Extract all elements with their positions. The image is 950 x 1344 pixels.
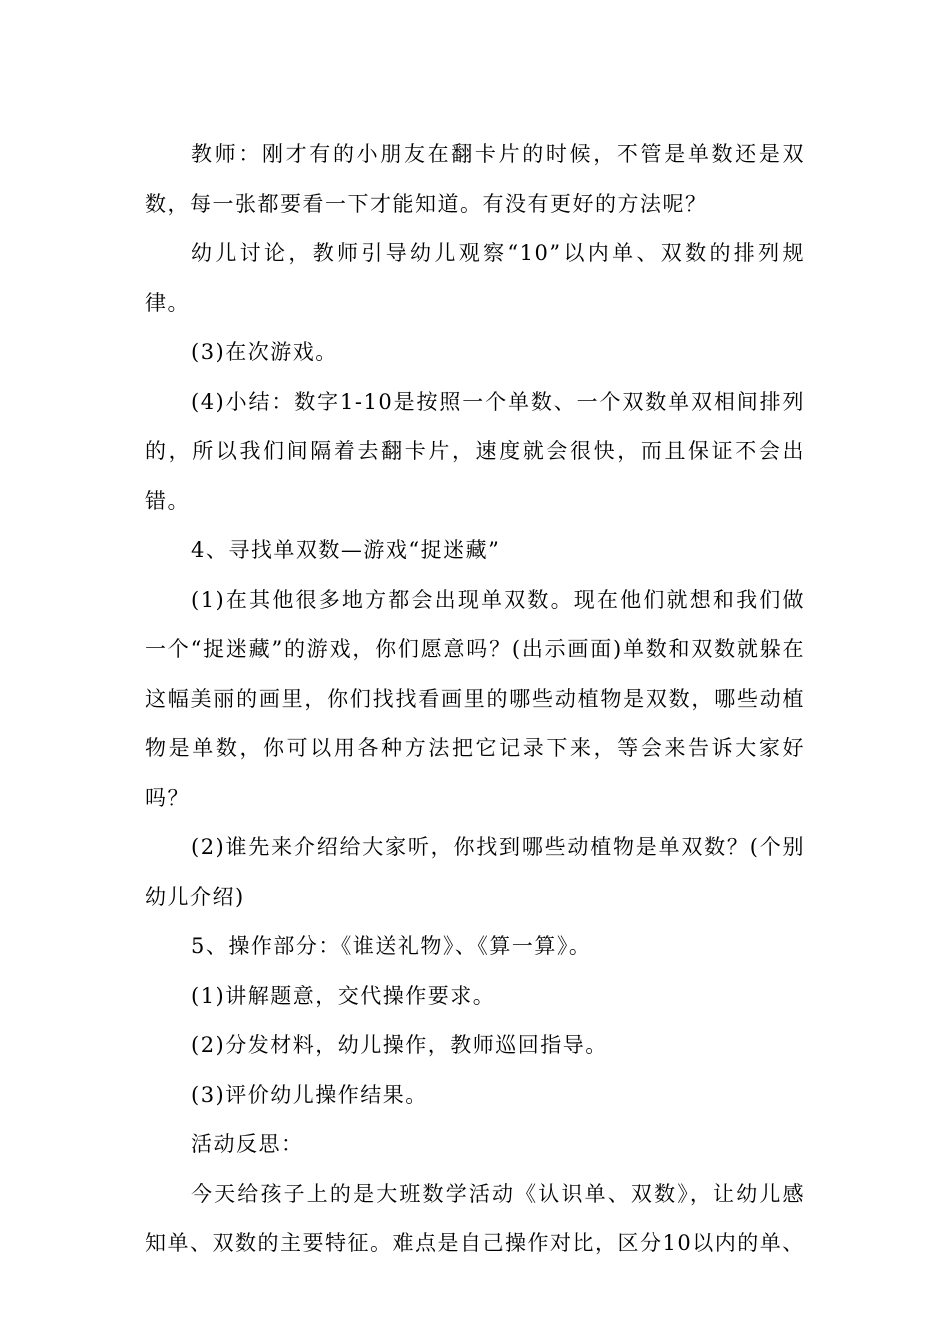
paragraph-operation-step-2: (2)分发材料，幼儿操作，教师巡回指导。 — [191, 1033, 608, 1057]
section-heading-operation: 5、操作部分：《谁送礼物》、《算一算》。 — [191, 934, 592, 958]
paragraph-operation-step-3: (3)评价幼儿操作结果。 — [191, 1082, 428, 1107]
section-heading-reflection: 活动反思： — [191, 1132, 304, 1156]
paragraph-reflection: 今天给孩子上的是大班数学活动《认识单、双数》，让幼儿感知单、双数的主要特征。难点是自己操作对比，区分10以内的单、 — [145, 1181, 805, 1255]
paragraph-operation-step-1: (1)讲解题意，交代操作要求。 — [191, 983, 496, 1008]
paragraph-hide-and-seek-step-2: (2)谁先来介绍给大家听，你找到哪些动植物是单双数？(个别幼儿介绍) — [145, 835, 805, 909]
paragraph-step-4-summary: (4)小结：数字1-10是按照一个单数、一个双数单双相间排列的，所以我们间隔着去翻卡片，速度就会很快，而且保证不会出错。 — [145, 389, 805, 513]
section-heading-hide-and-seek: 4、寻找单双数—游戏“捉迷藏” — [191, 538, 501, 562]
document-body — [145, 130, 805, 1269]
paragraph-step-3-game-again: (3)在次游戏。 — [191, 340, 338, 364]
paragraph-hide-and-seek-step-1: (1)在其他很多地方都会出现单双数。现在他们就想和我们做一个“捉迷藏”的游戏，你们愿意吗？(出示画面)单数和双数就躲在这幅美丽的画里，你们找找看画里的哪些动植物是双数，哪些动植物是单数，你可以用各种方法把它记录下来，等会来告诉大家好吗？ — [145, 587, 805, 810]
paragraph-teacher-question: 教师：刚才有的小朋友在翻卡片的时候，不管是单数还是双数，每一张都要看一下才能知道。有没有更好的方法呢？ — [145, 142, 805, 216]
paragraph-children-discuss: 幼儿讨论，教师引导幼儿观察“10”以内单、双数的排列规律。 — [145, 241, 805, 315]
